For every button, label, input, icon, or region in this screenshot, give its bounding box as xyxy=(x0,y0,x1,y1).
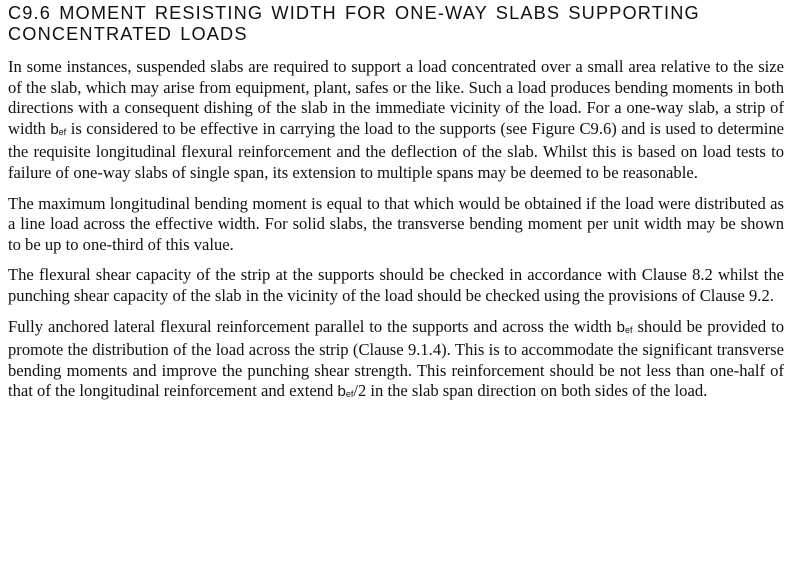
paragraph-4-text-a: Fully anchored lateral flexural reinforcement parallel to the supports and across the width xyxy=(8,316,612,336)
paragraph-4-text-c: in the slab span direction on both sides of the load. xyxy=(370,381,708,401)
paragraph-1-text-a: In some instances, suspended slabs are required to support a load concentrated over a small area relative to the size of the slab, which may arise from equipment, plant, safes or the like. Such a load produces bending moments in both directions with a consequent dishing of the slab in the immediate vicinity of the load. For a one-way slab, a strip of width xyxy=(8,57,784,138)
symbol-bef: bef xyxy=(50,120,67,138)
section-heading xyxy=(8,3,784,45)
heading-line-1: C9.6 MOMENT RESISTING WIDTH FOR ONE-WAY SLABS SUPPORTING xyxy=(8,3,700,23)
paragraph-4-text-b: should be provided to promote the distribution of the load across the strip (Clause 9.1.4). This is to accommodate the significant transverse bending moments and improve the punching shear strength. This reinforcement should be not less than one-half of that of the longitudinal reinforcement and extend xyxy=(8,316,785,401)
symbol-bef: bef xyxy=(616,318,633,336)
symbol-bef-half: bef xyxy=(337,383,354,401)
paragraph-1-text-b: is considered to be effective in carrying the load to the supports (see Figure C9.6) and is used to determine the requisite longitudinal flexural reinforcement and the deflection of the slab. Whilst this is based on load tests to failure of one-way slabs of single span, its extension to multiple spans may be deemed to be reasonable. xyxy=(8,118,784,182)
paragraph-4 xyxy=(8,317,784,405)
paragraph-3: The flexural shear capacity of the strip at the supports should be checked in accordance with Clause 8.2 whilst the punching shear capacity of the slab in the vicinity of the load should be checked using the provisions of Clause 9.2. xyxy=(8,265,784,305)
heading-line-2: CONCENTRATED LOADS xyxy=(8,24,248,44)
document-page xyxy=(8,3,784,405)
paragraph-2: The maximum longitudinal bending moment is equal to that which would be obtained if the load were distributed as a line load across the effective width. For solid slabs, the transverse bending moment per unit width may be shown to be up to one-third of this value. xyxy=(8,193,784,254)
half-divisor: /2 xyxy=(353,381,367,401)
paragraph-1 xyxy=(8,57,784,184)
